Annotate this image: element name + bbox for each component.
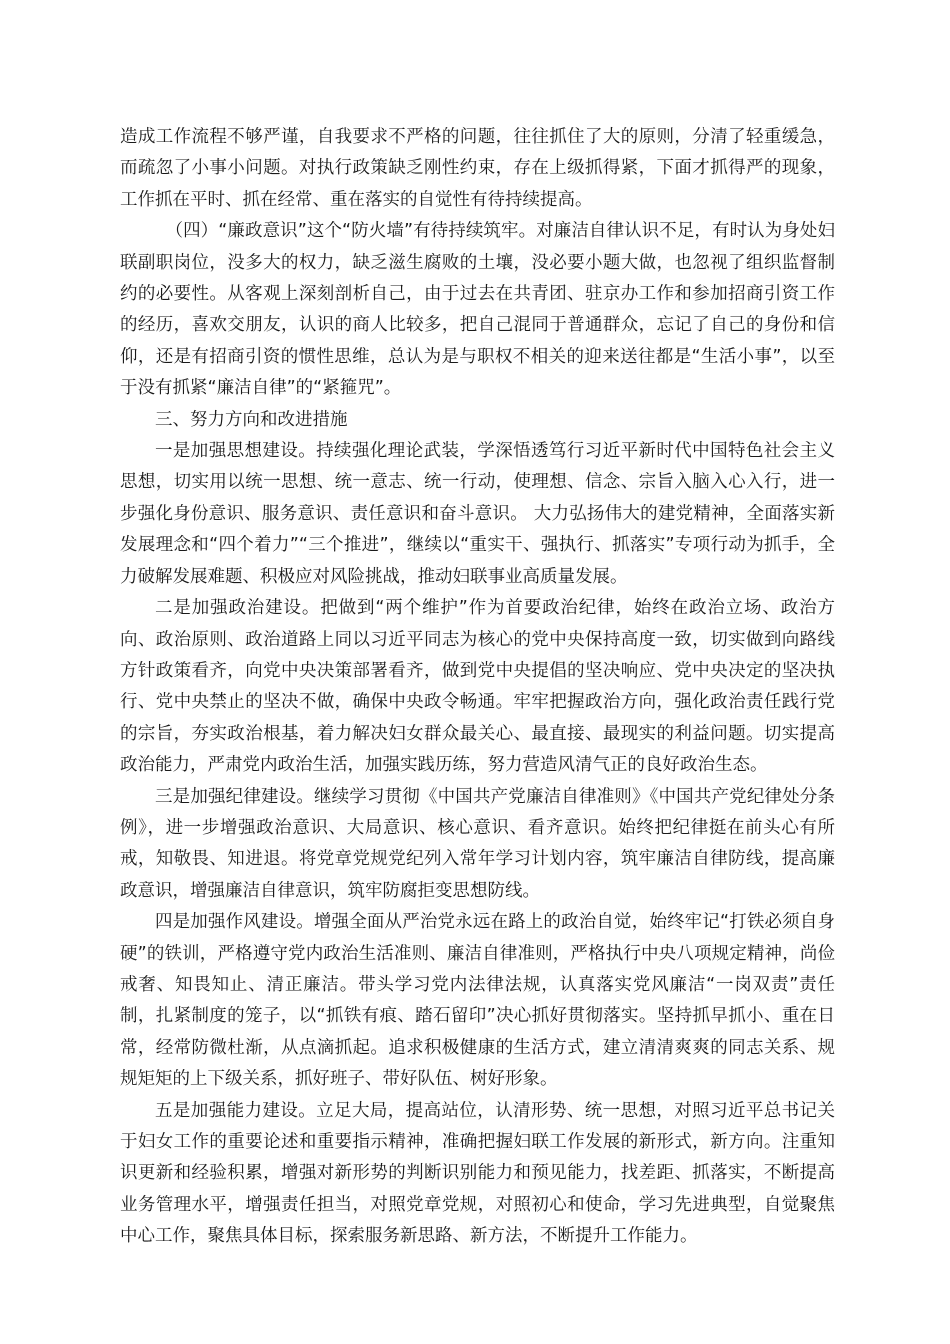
section-heading-three: 三、努力方向和改进措施 — [155, 409, 348, 430]
paragraph-section-four: （四）“廉政意识”这个“防火墙”有待持续筑牢。对廉洁自律认识不足，有时认为身处妇联副职岗位，没多大的权力，缺乏滋生腐败的土壤，没必要小题大做，也忽视了组织监督制约的必要性。从客观上深刻剖析自己，由于过去在共青团、驻京办工作和参加招商引资工作的经历，喜欢交朋友，认识的商人比较多，把自己混同于普通群众，忘记了自己的身份和信仰，还是有招商引资的惯性思维，总认为是与职权不相关的迎来送往都是“生活小事”，以至于没有抓紧“廉洁自律”的“紧箍咒”。 — [120, 221, 835, 399]
paragraph-discipline: 三是加强纪律建设。继续学习贯彻《中国共产党廉洁自律准则》《中国共产党纪律处分条例》，进一步增强政治意识、大局意识、核心意识、看齐意识。始终把纪律挺在前头心有所戒，知敬畏、知进退。将党章党规党纪列入常年学习计划内容，筑牢廉洁自律防线，提高廉政意识，增强廉洁自律意识，筑牢防腐拒变思想防线。 — [120, 786, 835, 901]
paragraph-ideology: 一是加强思想建设。持续强化理论武装，学深悟透笃行习近平新时代中国特色社会主义思想，切实用以统一思想、统一意志、统一行动，使理想、信念、宗旨入脑入心入行，进一步强化身份意识、服务意识、责任意识和奋斗意识。 大力弘扬伟大的建党精神，全面落实新发展理念和“四个着力”“三个推进”，继续以“重实干、强执行、抓落实”专项行动为抓手，全力破解发展难题、积极应对风险挑战，推动妇联事业高质量发展。 — [120, 441, 835, 587]
document-page — [120, 122, 835, 1253]
paragraph-politics: 二是加强政治建设。把做到“两个维护”作为首要政治纪律，始终在政治立场、政治方向、政治原则、政治道路上同以习近平同志为核心的党中央保持高度一致，切实做到向路线方针政策看齐，向党中央决策部署看齐，做到党中央提倡的坚决响应、党中央决定的坚决执行、党中央禁止的坚决不做，确保中央政令畅通。牢牢把握政治方向，强化政治责任践行党的宗旨，夯实政治根基，着力解决妇女群众最关心、最直接、最现实的利益问题。切实提高政治能力，严肃党内政治生活，加强实践历练，努力营造风清气正的良好政治生态。 — [120, 598, 835, 776]
paragraph-continuation: 造成工作流程不够严谨，自我要求不严格的问题，往往抓住了大的原则，分清了轻重缓急，而疏忽了小事小问题。对执行政策缺乏刚性约束，存在上级抓得紧，下面才抓得严的现象，工作抓在平时、抓在经常、重在落实的自觉性有待持续提高。 — [120, 127, 835, 210]
paragraph-capability: 五是加强能力建设。立足大局，提高站位，认清形势、统一思想，对照习近平总书记关于妇女工作的重要论述和重要指示精神，准确把握妇联工作发展的新形式，新方向。注重知识更新和经验积累，增强对新形势的判断识别能力和预见能力，找差距、抓落实，不断提高业务管理水平，增强责任担当，对照党章党规，对照初心和使命，学习先进典型，自觉聚焦中心工作，聚焦具体目标，探索服务新思路、新方法，不断提升工作能力。 — [120, 1100, 835, 1247]
paragraph-work-style: 四是加强作风建设。增强全面从严治党永远在路上的政治自觉，始终牢记“打铁必须自身硬”的铁训，严格遵守党内政治生活准则、廉洁自律准则，严格执行中央八项规定精神，尚俭戒奢、知畏知止、清正廉洁。带头学习党内法律法规，认真落实党风廉洁“一岗双责”责任制，扎紧制度的笼子，以“抓铁有痕、踏石留印”决心抓好贯彻落实。坚持抓早抓小、重在日常，经常防微杜渐，从点滴抓起。追求积极健康的生活方式，建立清清爽爽的同志关系、规规矩矩的上下级关系，抓好班子、带好队伍、树好形象。 — [120, 912, 835, 1090]
